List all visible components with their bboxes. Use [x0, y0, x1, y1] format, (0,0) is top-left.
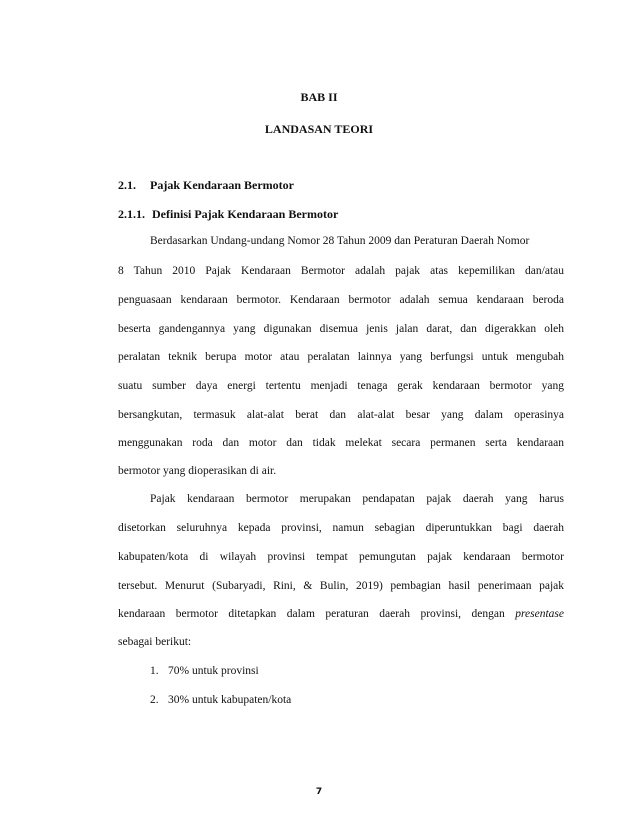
list-item: 30% untuk kabupaten/kota	[168, 694, 292, 706]
subsection-number: 2.1.1.	[118, 207, 145, 221]
paragraph2-line: kabupaten/kota di wilayah provinsi tempat pemungutan pajak kendaraan bermotor	[118, 551, 564, 563]
list-item-marker: 2.	[150, 694, 159, 706]
page-number: 7	[315, 787, 323, 797]
chapter-number: BAB II	[300, 90, 338, 104]
subsection-title: Definisi Pajak Kendaraan Bermotor	[152, 207, 339, 221]
paragraph2-line	[118, 608, 564, 620]
paragraph1-line: 8 Tahun 2010 Pajak Kendaraan Bermotor adalah pajak atas kepemilikan dan/atau	[118, 265, 564, 277]
paragraph1-line: beserta gandengannya yang digunakan disemua jenis jalan darat, dan digerakkan oleh	[118, 323, 564, 335]
paragraph1-line: peralatan teknik berupa motor atau peralatan lainnya yang berfungsi untuk mengubah	[118, 351, 564, 363]
paragraph1-line: bermotor yang dioperasikan di air.	[118, 465, 277, 477]
paragraph2-line: disetorkan seluruhnya kepada provinsi, namun sebagian diperuntukkan bagi daerah	[118, 522, 564, 534]
paragraph1-line: bersangkutan, termasuk alat-alat berat dan alat-alat besar yang dalam operasinya	[118, 409, 564, 421]
chapter-title: LANDASAN TEORI	[264, 122, 374, 136]
list-item-marker: 1.	[150, 665, 159, 677]
section-number: 2.1.	[118, 178, 136, 192]
paragraph2-line: Pajak kendaraan bermotor merupakan pendapatan pajak daerah yang harus	[150, 493, 564, 505]
paragraph1-line: menggunakan roda dan motor dan tidak melekat secara permanen serta kendaraan	[118, 437, 564, 449]
paragraph2-italic-term: presentase	[515, 608, 564, 620]
paragraph2-line: tersebut. Menurut (Subaryadi, Rini, & Bulin, 2019) pembagian hasil penerimaan pajak	[118, 580, 564, 592]
paragraph1-line: penguasaan kendaraan bermotor. Kendaraan bermotor adalah semua kendaraan beroda	[118, 294, 564, 306]
list-item: 70% untuk provinsi	[168, 665, 259, 677]
paragraph2-line-text: kendaraan bermotor ditetapkan dalam peraturan daerah provinsi, dengan	[118, 608, 505, 620]
paragraph1-line: Berdasarkan Undang-undang Nomor 28 Tahun 2009 dan Peraturan Daerah Nomor	[150, 235, 530, 247]
section-title: Pajak Kendaraan Bermotor	[150, 178, 294, 192]
paragraph2-line: sebagai berikut:	[118, 636, 192, 648]
paragraph1-line: suatu sumber daya energi tertentu menjadi tenaga gerak kendaraan bermotor yang	[118, 380, 564, 392]
